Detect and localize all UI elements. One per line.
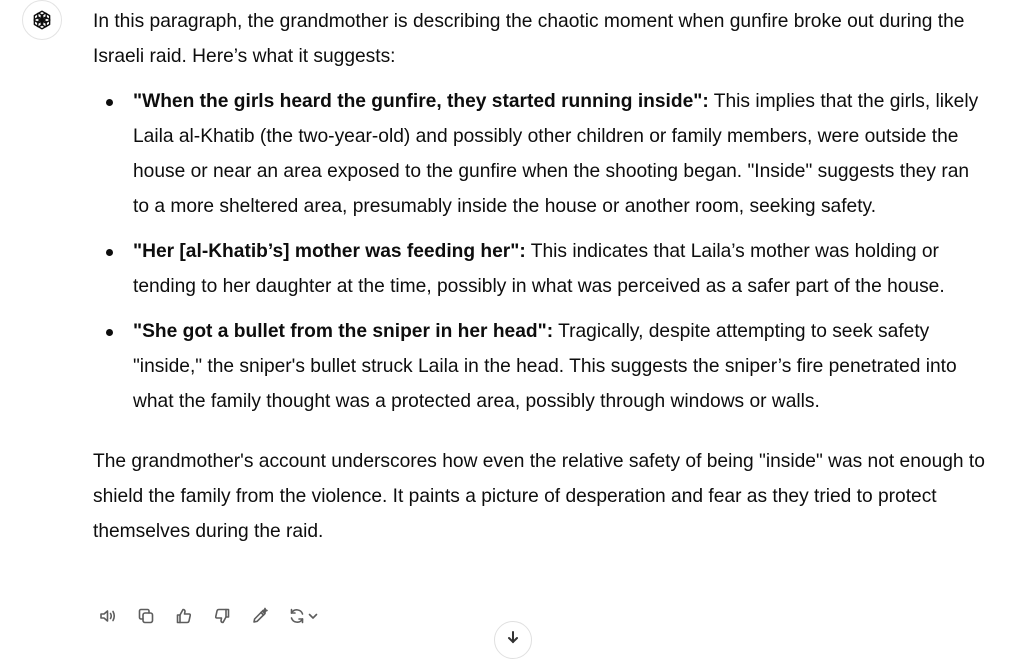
openai-logo-icon bbox=[30, 8, 54, 32]
arrow-down-icon bbox=[506, 630, 520, 644]
good-response-button[interactable] bbox=[169, 601, 199, 631]
scroll-down-button[interactable] bbox=[494, 621, 532, 659]
regenerate-icon bbox=[287, 606, 307, 626]
edit-button[interactable] bbox=[245, 601, 275, 631]
thumbs-down-icon bbox=[212, 606, 232, 626]
bullet-text: Tragically, despite attempting to seek safety "inside," the sniper's bullet struck Laila in the head. This suggests the sniper’s fire penetrated into what the family thought was a protected area, possibly through windows or walls. bbox=[133, 321, 957, 412]
bullet-list bbox=[93, 84, 988, 419]
bad-response-button[interactable] bbox=[207, 601, 237, 631]
list-item bbox=[133, 314, 988, 419]
copy-button[interactable] bbox=[131, 601, 161, 631]
copy-icon bbox=[136, 606, 156, 626]
bullet-text: This indicates that Laila’s mother was holding or tending to her daughter at the time, possibly in what was perceived as a safer part of the house. bbox=[133, 241, 945, 297]
read-aloud-button[interactable] bbox=[93, 601, 123, 631]
edit-pen-icon bbox=[250, 606, 270, 626]
bullet-quote: "She got a bullet from the sniper in her head": bbox=[133, 321, 554, 342]
assistant-avatar bbox=[22, 0, 62, 40]
message-closing: The grandmother's account underscores how even the relative safety of being "inside" was not enough to shield the family from the violence. It paints a picture of desperation and fear as they tried to protect themselves during the raid. bbox=[93, 451, 985, 542]
list-item bbox=[133, 84, 988, 224]
speaker-icon bbox=[98, 606, 118, 626]
bullet-quote: "When the girls heard the gunfire, they started running inside": bbox=[133, 91, 709, 112]
chevron-down-icon bbox=[307, 610, 319, 622]
regenerate-button[interactable] bbox=[283, 601, 323, 631]
bullet-text: This implies that the girls, likely Laila al-Khatib (the two-year-old) and possibly other children or family members, were outside the house or near an area exposed to the gunfire when the shooting began. "Inside" suggests they ran to a more sheltered area, presumably inside the house or another room, seeking safety. bbox=[133, 91, 979, 217]
list-item bbox=[133, 234, 988, 304]
message-actions bbox=[93, 601, 323, 631]
message-intro: In this paragraph, the grandmother is describing the chaotic moment when gunfire broke out during the Israeli raid. Here’s what it suggests: bbox=[93, 11, 965, 67]
bullet-quote: "Her [al-Khatib’s] mother was feeding her": bbox=[133, 241, 526, 262]
thumbs-up-icon bbox=[174, 606, 194, 626]
assistant-message bbox=[93, 4, 988, 549]
